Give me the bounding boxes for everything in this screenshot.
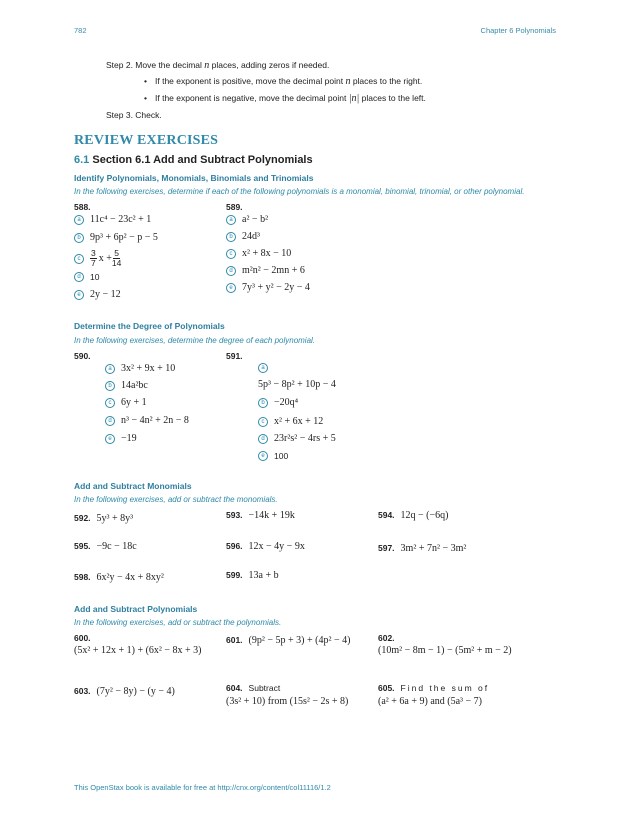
exercise-591-e: e 100 xyxy=(258,451,288,461)
review-exercises-title: REVIEW EXERCISES xyxy=(74,133,219,148)
exercise-599: 599. 13a + b xyxy=(226,570,279,581)
option-e-icon: e xyxy=(74,290,84,300)
option-d-icon: d xyxy=(226,266,236,276)
exercise-591-b: b −20q⁴ xyxy=(258,397,298,408)
exercise-603: 603. (7y² − 8y) − (y − 4) xyxy=(74,686,175,697)
exercise-604: 604. Subtract xyxy=(226,683,281,693)
exercise-591-c: c x² + 6x + 12 xyxy=(258,416,323,427)
exercise-595: 595. −9c − 18c xyxy=(74,541,137,552)
exercise-604-expression: (3s² + 10) from (15s² − 2s + 8) xyxy=(226,696,349,707)
page-number: 782 xyxy=(74,26,87,35)
degree-heading: Determine the Degree of Polynomials xyxy=(74,321,225,331)
exercise-596: 596. 12x − 4y − 9x xyxy=(226,541,305,552)
degree-instructions: In the following exercises, determine the degree of each polynomial. xyxy=(74,336,316,345)
option-c-icon: c xyxy=(226,249,236,259)
option-c-icon: c xyxy=(74,254,84,264)
exercise-590-e: e −19 xyxy=(105,433,137,444)
exercise-591-d: d 23r²s² − 4rs + 5 xyxy=(258,433,336,444)
exercise-600-expression: (5x² + 12x + 1) + (6x² − 8x + 3) xyxy=(74,645,202,656)
monomials-instructions: In the following exercises, add or subtract the monomials. xyxy=(74,495,278,504)
step-3: Step 3. Check. xyxy=(106,110,162,120)
option-d-icon: d xyxy=(105,416,115,426)
exercise-589-number: 589. xyxy=(226,202,243,212)
bullet-negative-exponent: • If the exponent is negative, move the decimal point |n| places to the left. xyxy=(155,93,426,104)
monomials-heading: Add and Subtract Monomials xyxy=(74,481,192,491)
option-b-icon: b xyxy=(74,233,84,243)
exercise-589-b: b 24d³ xyxy=(226,231,260,242)
option-e-icon: e xyxy=(258,451,268,461)
section-title: 6.1 Section 6.1 Add and Subtract Polynomials xyxy=(74,154,313,166)
exercise-591-a-expression: 5p³ − 8p² + 10p − 4 xyxy=(258,379,336,390)
exercise-589-a: a a² − b² xyxy=(226,214,268,225)
exercise-590-a: a 3x² + 9x + 10 xyxy=(105,363,175,374)
option-a-icon: a xyxy=(105,364,115,374)
exercise-589-d: d m²n² − 2mn + 6 xyxy=(226,265,305,276)
exercise-588-number: 588. xyxy=(74,202,91,212)
option-a-icon: a xyxy=(226,215,236,225)
exercise-588-d: d 10 xyxy=(74,272,99,282)
option-c-icon: c xyxy=(105,398,115,408)
fraction-five-fourteenths: $\frac{5}{14}$ xyxy=(111,248,122,268)
identify-polynomials-heading: Identify Polynomials, Monomials, Binomials and Trinomials xyxy=(74,173,314,183)
exercise-591-a xyxy=(258,363,274,373)
option-b-icon: b xyxy=(258,398,268,408)
exercise-589-e: e 7y³ + y² − 2y − 4 xyxy=(226,282,310,293)
exercise-589-c: c x² + 8x − 10 xyxy=(226,248,291,259)
polynomials-instructions: In the following exercises, add or subtract the polynomials. xyxy=(74,618,282,627)
exercise-605: 605. Find the sum of xyxy=(378,683,490,693)
exercise-594: 594. 12q − (−6q) xyxy=(378,510,449,521)
option-d-icon: d xyxy=(74,272,84,282)
exercise-590-d: d n³ − 4n² + 2n − 8 xyxy=(105,415,189,426)
exercise-590-b: b 14a²bc xyxy=(105,380,148,391)
option-b-icon: b xyxy=(226,232,236,242)
exercise-602-number: 602. xyxy=(378,633,395,643)
step-2: Step 2. Move the decimal n places, adding zeros if needed. xyxy=(106,60,330,71)
exercise-597: 597. 3m² + 7n² − 3m² xyxy=(378,543,467,554)
exercise-602-expression: (10m² − 8m − 1) − (5m² + m − 2) xyxy=(378,645,512,656)
option-a-icon: a xyxy=(74,215,84,225)
option-c-icon: c xyxy=(258,417,268,427)
polynomials-heading: Add and Subtract Polynomials xyxy=(74,604,198,614)
chapter-title: Chapter 6 Polynomials xyxy=(480,26,556,35)
fraction-three-sevenths: $\frac{3}{7}$ xyxy=(91,248,96,268)
exercise-600-number: 600. xyxy=(74,633,91,643)
option-a-icon: a xyxy=(258,363,268,373)
exercise-593: 593. −14k + 19k xyxy=(226,510,295,521)
exercise-588-c: c $\frac{3}{7}$ x + $\frac{5}{14}$ xyxy=(74,249,123,268)
option-d-icon: d xyxy=(258,434,268,444)
exercise-590-number: 590. xyxy=(74,351,91,361)
exercise-598: 598. 6x²y − 4x + 8xy² xyxy=(74,572,164,583)
footer-availability-note: This OpenStax book is available for free at http://cnx.org/content/col11116/1.2 xyxy=(74,783,331,792)
exercise-588-b: b 9p³ + 6p² − p − 5 xyxy=(74,232,158,243)
exercise-590-c: c 6y + 1 xyxy=(105,397,147,408)
exercise-591-number: 591. xyxy=(226,351,243,361)
option-b-icon: b xyxy=(105,381,115,391)
exercise-588-e: e 2y − 12 xyxy=(74,289,121,300)
exercise-588-a: a 11c⁴ − 23c² + 1 xyxy=(74,214,151,225)
exercise-601: 601. (9p² − 5p + 3) + (4p² − 4) xyxy=(226,635,351,646)
bullet-positive-exponent: • If the exponent is positive, move the decimal point n places to the right. xyxy=(155,76,422,87)
exercise-605-expression: (a² + 6a + 9) and (5a³ − 7) xyxy=(378,696,482,707)
option-e-icon: e xyxy=(105,434,115,444)
exercise-592: 592. 5y³ + 8y³ xyxy=(74,513,134,524)
identify-instructions: In the following exercises, determine if each of the following polynomials is a monomial, binomial, trinomial, or other polynomial. xyxy=(74,187,525,196)
option-e-icon: e xyxy=(226,283,236,293)
